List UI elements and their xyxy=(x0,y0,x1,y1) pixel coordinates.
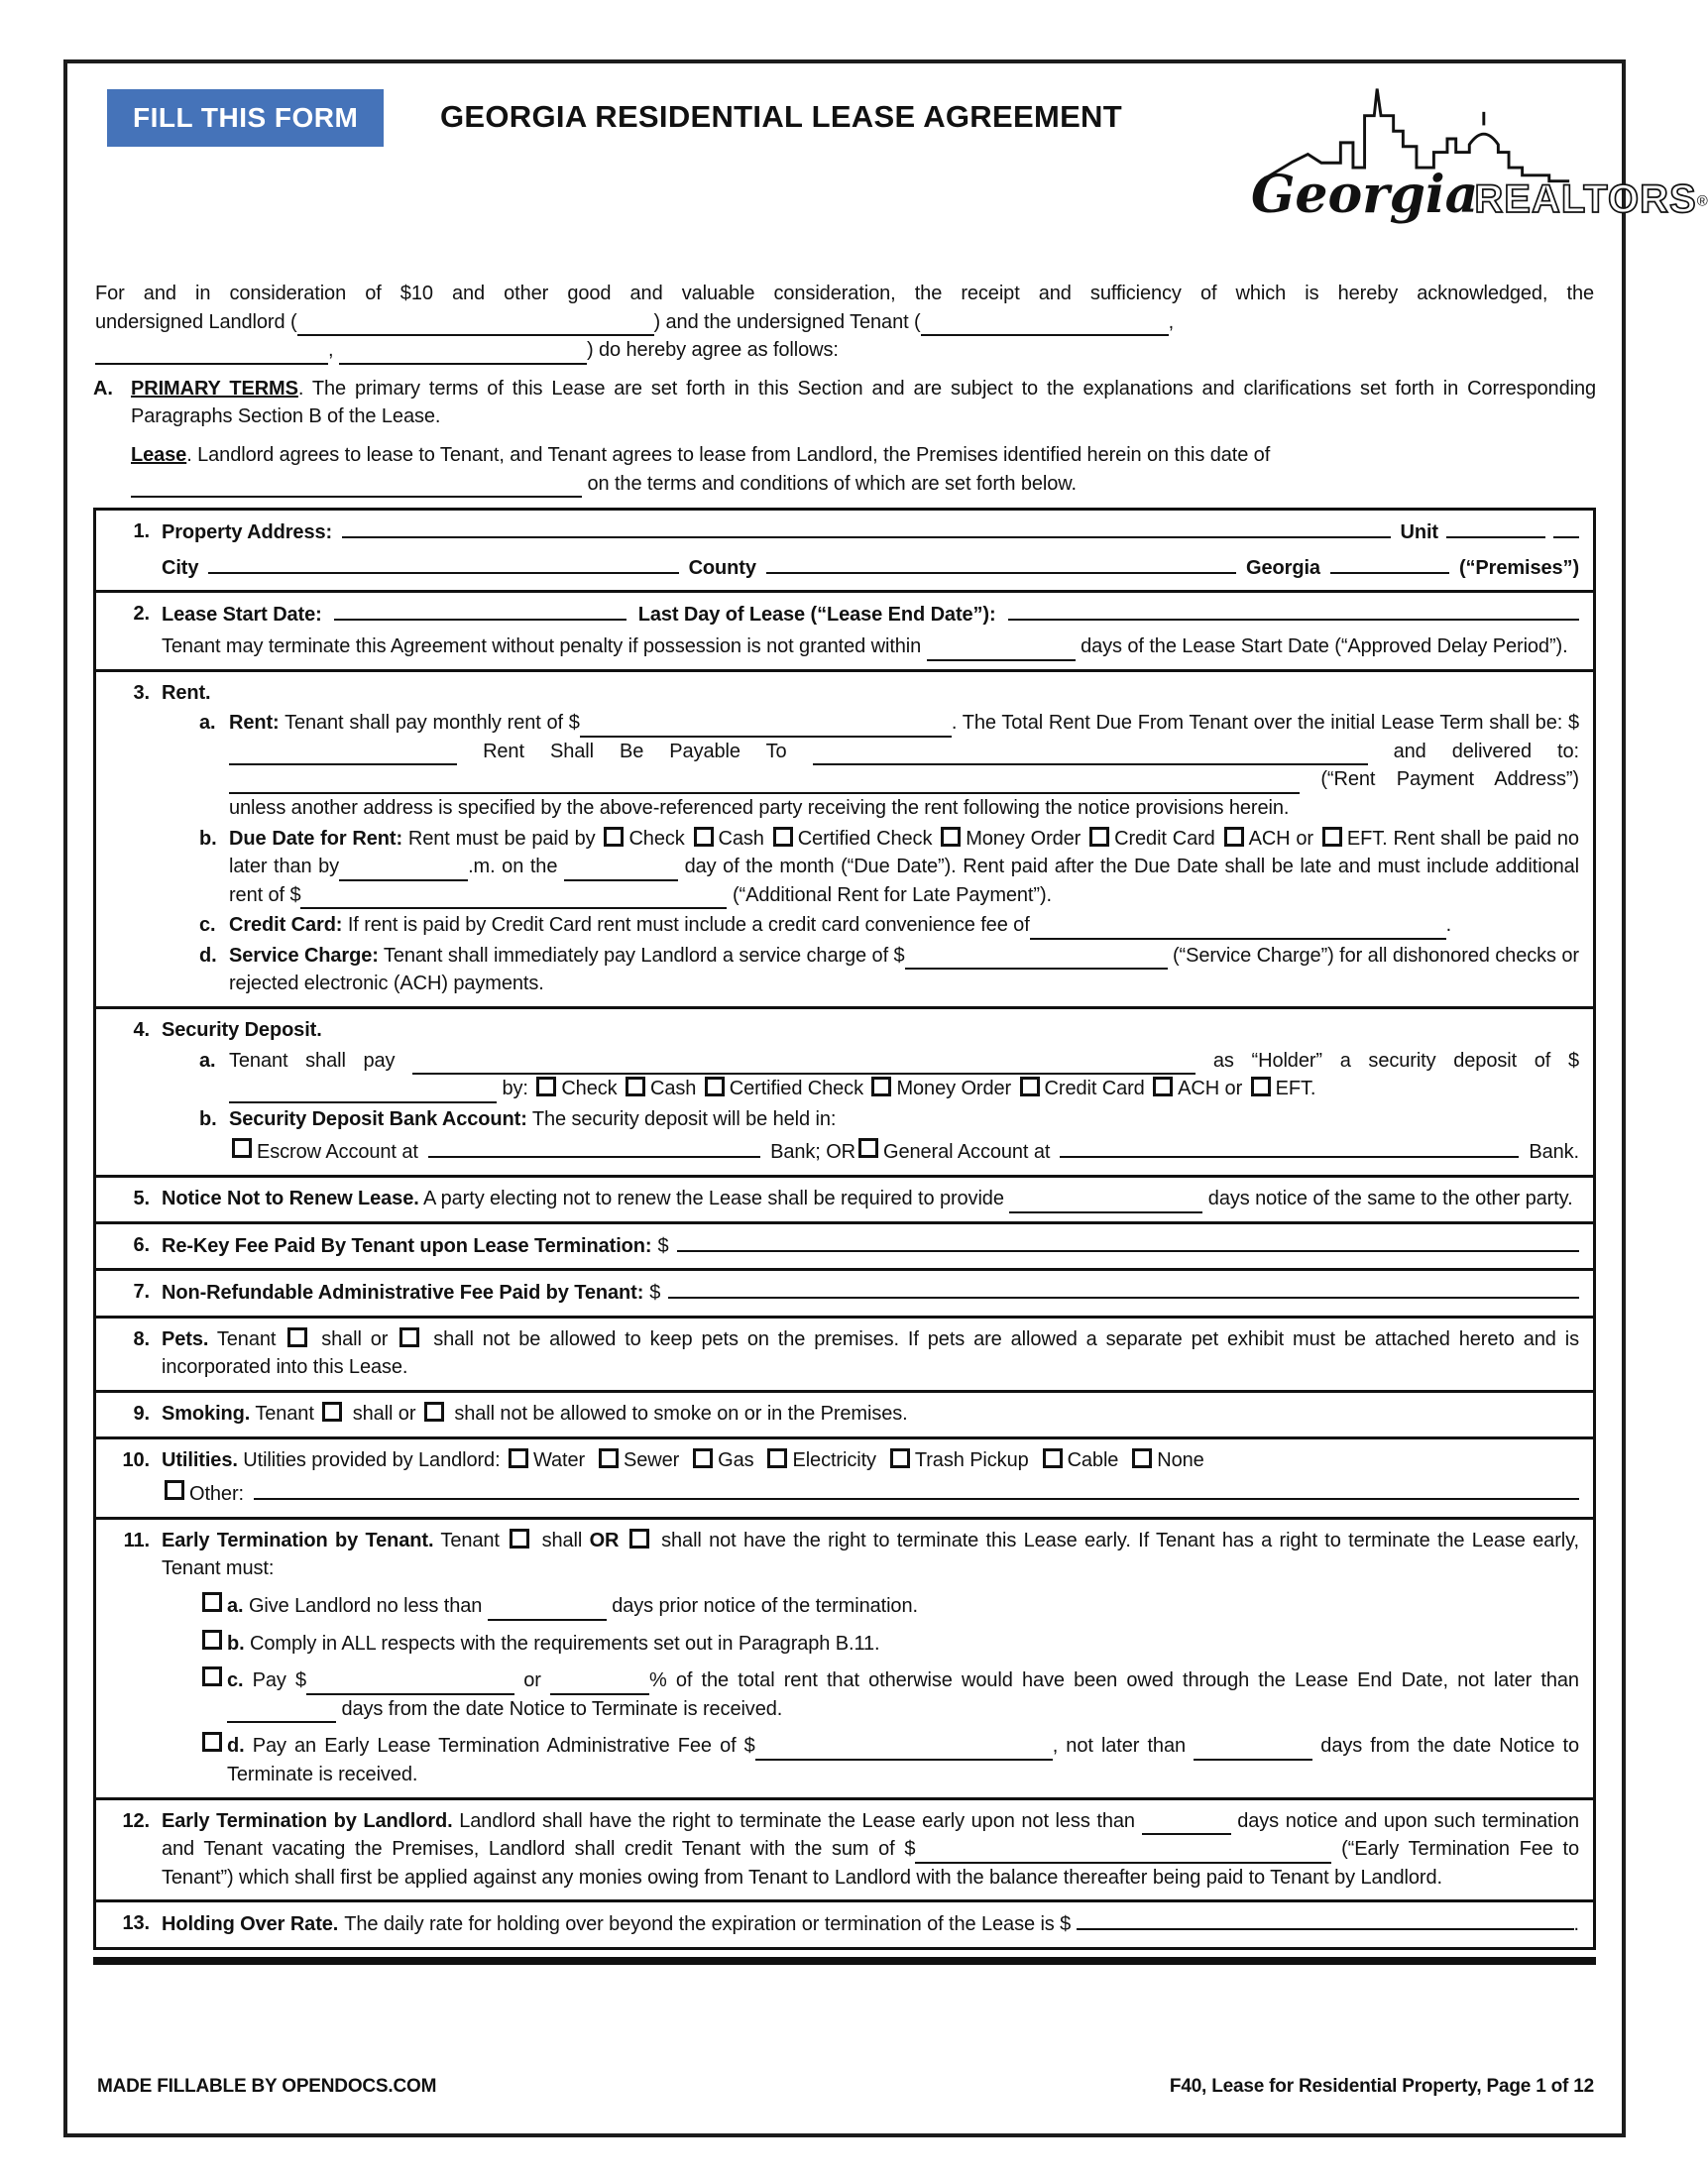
option-gas: Gas xyxy=(718,1448,754,1471)
pay-text: Pay $ xyxy=(252,1669,307,1692)
row-number: 6. xyxy=(133,1233,150,1256)
row-number: 8. xyxy=(133,1327,150,1350)
rent-subitem-c xyxy=(199,911,1579,940)
checkbox-cash[interactable] xyxy=(694,827,714,847)
blank-unit[interactable] xyxy=(1446,517,1545,538)
checkbox-ach[interactable] xyxy=(1153,1077,1173,1096)
days-of-lease-start-text: days of the Lease Start Date xyxy=(1081,634,1329,657)
bank-label: Bank. xyxy=(1529,1141,1579,1164)
primary-terms-table xyxy=(93,508,1596,1950)
checkbox-escrow-account[interactable] xyxy=(232,1138,252,1158)
security-deposit-subitem-b xyxy=(199,1105,1579,1167)
checkbox-sewer[interactable] xyxy=(599,1448,619,1468)
property-address-label: Property Address: xyxy=(162,521,333,544)
intro-landlord-label: undersigned Landlord ( xyxy=(95,310,297,333)
footer-made-fillable-text: MADE FILLABLE BY OPENDOCS.COM xyxy=(97,2076,437,2097)
landlord-terminate-text: Landlord shall have the right to terminate the Lease early upon not less than xyxy=(459,1809,1135,1832)
blank-city[interactable] xyxy=(208,553,678,574)
checkbox-water[interactable] xyxy=(509,1448,528,1468)
total-rent-text: . The Total Rent Due From Tenant over the initial Lease Term shall be: $ xyxy=(951,712,1579,735)
shall-or-text: shall or xyxy=(352,1403,416,1425)
early-termination-tenant-heading: Early Termination by Tenant. xyxy=(162,1529,434,1551)
table-row-early-termination-landlord xyxy=(96,1797,1593,1900)
row-number: 3. xyxy=(133,681,150,704)
subitem-letter: b. xyxy=(227,1632,245,1655)
blank-termination-admin-days[interactable] xyxy=(1194,1740,1312,1761)
document-header xyxy=(93,77,1708,272)
notice-received-text: days from the date Notice to Terminate is received. xyxy=(341,1697,783,1720)
dollar-sign: $ xyxy=(657,1234,669,1257)
checkbox-certified-check[interactable] xyxy=(705,1077,725,1096)
checkbox-termination-d[interactable] xyxy=(202,1732,222,1752)
blank-general-bank[interactable] xyxy=(1060,1137,1519,1158)
holding-over-text: The daily rate for holding over beyond the expiration or termination of the Lease is $ xyxy=(344,1913,1072,1936)
comply-text: Comply in ALL respects with the requirements set out in Paragraph B.11. xyxy=(250,1632,880,1655)
held-in-text: The security deposit will be held in: xyxy=(531,1107,837,1130)
row-number: 1. xyxy=(133,520,150,543)
section-a-letter: A. xyxy=(93,377,113,400)
table-row-lease-dates xyxy=(96,590,1593,668)
checkbox-smoking-shall-not[interactable] xyxy=(424,1402,444,1422)
option-certified-check: Certified Check xyxy=(797,827,933,850)
notice-not-to-renew-heading: Notice Not to Renew Lease. xyxy=(162,1188,419,1210)
blank-prior-notice-days[interactable] xyxy=(488,1600,607,1621)
period: . xyxy=(1573,1913,1579,1936)
option-credit-card: Credit Card xyxy=(1114,827,1215,850)
m-on-the-text: .m. on the xyxy=(468,856,558,878)
period: . xyxy=(1445,914,1452,937)
security-deposit-heading: Security Deposit. xyxy=(162,1019,322,1042)
checkbox-electricity[interactable] xyxy=(767,1448,787,1468)
subitem-letter: b. xyxy=(199,1107,217,1130)
blank-tenant-name-2[interactable] xyxy=(95,344,328,365)
other-label: Other: xyxy=(189,1483,244,1506)
lease-tail-text: on the terms and conditions of which are set forth below. xyxy=(587,472,1077,495)
termination-subitem-c xyxy=(199,1666,1579,1723)
checkbox-pets-shall-not[interactable] xyxy=(399,1327,419,1347)
option-check: Check xyxy=(561,1078,618,1100)
row-number: 7. xyxy=(133,1281,150,1304)
delivered-to-text: and delivered to: xyxy=(1393,740,1579,762)
termination-subitem-a xyxy=(199,1592,1579,1621)
subitem-letter: c. xyxy=(199,914,216,937)
blank-landlord-notice-days[interactable] xyxy=(1142,1814,1231,1835)
checkbox-eft[interactable] xyxy=(1251,1077,1271,1096)
blank-lease-date[interactable] xyxy=(131,477,582,498)
checkbox-terminate-shall[interactable] xyxy=(510,1529,529,1549)
row-number: 11. xyxy=(123,1529,150,1551)
option-electricity: Electricity xyxy=(792,1448,876,1471)
lease-end-date-label: Last Day of Lease (“Lease End Date”): xyxy=(637,604,996,627)
checkbox-check[interactable] xyxy=(604,827,624,847)
blank-delay-days[interactable] xyxy=(927,640,1076,661)
table-bottom-rule xyxy=(93,1957,1596,1965)
intro-line-3 xyxy=(95,336,1594,365)
intro-agree-text: ) do hereby agree as follows: xyxy=(586,339,839,362)
blank-tenant-name-3[interactable] xyxy=(339,344,587,365)
checkbox-pets-shall[interactable] xyxy=(287,1327,307,1347)
checkbox-smoking-shall[interactable] xyxy=(322,1402,342,1422)
row-number: 4. xyxy=(133,1019,150,1042)
section-a xyxy=(93,375,1596,498)
checkbox-general-account[interactable] xyxy=(858,1138,878,1158)
checkbox-cable[interactable] xyxy=(1043,1448,1063,1468)
blank-tenant-name-1[interactable] xyxy=(921,315,1169,336)
utilities-heading: Utilities. xyxy=(162,1448,238,1471)
tenant-text: Tenant xyxy=(255,1403,314,1425)
intro-paragraph xyxy=(95,280,1594,365)
by-label: by: xyxy=(502,1078,528,1100)
or-text: or xyxy=(523,1669,541,1692)
convenience-fee-text: If rent is paid by Credit Card rent must include a credit card convenience fee of xyxy=(347,914,1030,937)
unit-label: Unit xyxy=(1400,521,1438,544)
blank-lease-start-date[interactable] xyxy=(334,600,626,621)
blank-monthly-rent[interactable] xyxy=(580,717,952,738)
blank-termination-days[interactable] xyxy=(227,1702,336,1723)
approved-delay-period-label: (“Approved Delay Period”). xyxy=(1334,634,1568,657)
blank-unit-2[interactable] xyxy=(1553,517,1579,538)
dollar-sign: $ xyxy=(1567,1049,1579,1072)
checkbox-credit-card[interactable] xyxy=(1020,1077,1040,1096)
option-eft: EFT. xyxy=(1346,827,1388,850)
holding-over-heading: Holding Over Rate. xyxy=(162,1913,339,1936)
logo-georgia-text: Georgia xyxy=(1251,165,1479,225)
document-page-border xyxy=(63,59,1708,2137)
shall-text: shall xyxy=(541,1529,583,1551)
general-account-label: General Account at xyxy=(883,1141,1051,1164)
checkbox-terminate-shall-not[interactable] xyxy=(629,1529,649,1549)
option-trash-pickup: Trash Pickup xyxy=(914,1448,1029,1471)
monthly-rent-text: Tenant shall pay monthly rent of $ xyxy=(285,712,580,735)
city-label: City xyxy=(162,556,199,579)
rent-label: Rent: xyxy=(229,712,280,735)
table-row-rekey-fee xyxy=(96,1221,1593,1269)
blank-admin-fee[interactable] xyxy=(668,1278,1579,1299)
subitem-letter: a. xyxy=(227,1594,244,1617)
bank-account-label: Security Deposit Bank Account: xyxy=(229,1107,527,1130)
logo-realtors-text: REALTORS xyxy=(1474,177,1697,221)
early-termination-landlord-heading: Early Termination by Landlord. xyxy=(162,1809,453,1832)
late-payment-label: (“Additional Rent for Late Payment”). xyxy=(732,883,1052,906)
page-footer xyxy=(97,2076,1594,2098)
credit-card-label: Credit Card: xyxy=(229,914,343,937)
primary-terms-text: . The primary terms of this Lease are set forth in this Section and are subject to the explanations and clarifications set forth in Corresponding Paragraphs Section B of the Lease. xyxy=(131,377,1596,428)
blank-convenience-fee[interactable] xyxy=(1030,919,1446,940)
not-later-than-text: , not later than xyxy=(1052,1735,1187,1758)
tenant-shall-pay-text: Tenant shall pay xyxy=(229,1049,396,1072)
lease-text: . Landlord agrees to lease to Tenant, and Tenant agrees to lease from Landlord, the Premises identified herein on this date of xyxy=(186,443,1271,466)
fill-this-form-button[interactable]: FILL THIS FORM xyxy=(107,89,384,147)
subitem-letter: b. xyxy=(199,827,217,850)
early-termination-fee-note: (“Early Termination Fee to Tenant”) which shall first be applied against any monies owing from Tenant to Landlord with the balance thereafter being paid to Tenant by Landlord. xyxy=(162,1838,1579,1889)
subitem-letter: a. xyxy=(199,712,216,735)
tenant-text: Tenant xyxy=(440,1529,500,1551)
admin-fee-text: Pay an Early Lease Termination Administrative Fee of $ xyxy=(252,1735,755,1758)
row-number: 2. xyxy=(133,603,150,626)
option-cable: Cable xyxy=(1067,1448,1119,1471)
checkbox-gas[interactable] xyxy=(693,1448,713,1468)
tenant-text: Tenant xyxy=(216,1327,277,1350)
blank-rent-payment-address[interactable] xyxy=(229,773,1300,794)
tenant-must-text: terminate the Lease early, Tenant must: xyxy=(162,1529,1579,1580)
holder-text: as “Holder” a security deposit of xyxy=(1212,1049,1551,1072)
terminate-right-text: shall not have the right to terminate this Lease early. If Tenant has a right to xyxy=(661,1529,1341,1551)
table-row-early-termination-tenant xyxy=(96,1517,1593,1797)
intro-tenant-label: ) and the undersigned Tenant ( xyxy=(653,310,921,333)
subitem-letter: d. xyxy=(199,944,217,967)
option-sewer: Sewer xyxy=(624,1448,680,1471)
option-cash: Cash xyxy=(718,827,764,850)
prior-notice-tail: days prior notice of the termination. xyxy=(612,1594,918,1617)
table-row-utilities xyxy=(96,1436,1593,1517)
service-charge-label: Service Charge: xyxy=(229,944,379,967)
smoking-text: shall not be allowed to smoke on or in the Premises. xyxy=(454,1403,908,1425)
blank-lease-end-date[interactable] xyxy=(1008,600,1579,621)
option-ach: ACH or xyxy=(1248,827,1313,850)
table-row-smoking xyxy=(96,1390,1593,1436)
paid-by-text: Rent must be paid by xyxy=(407,827,596,850)
table-row-rent xyxy=(96,669,1593,1007)
premises-label: (“Premises”) xyxy=(1458,556,1580,579)
table-row-security-deposit xyxy=(96,1006,1593,1175)
blank-service-charge[interactable] xyxy=(905,949,1168,970)
county-label: County xyxy=(688,556,756,579)
blank-termination-percent[interactable] xyxy=(550,1674,649,1695)
table-row-pets xyxy=(96,1316,1593,1390)
dollar-sign: $ xyxy=(649,1282,661,1305)
primary-terms-paragraph xyxy=(131,375,1596,431)
row-number: 13. xyxy=(122,1912,150,1935)
blank-zip[interactable] xyxy=(1330,553,1449,574)
table-row-property-address xyxy=(96,511,1593,590)
georgia-label: Georgia xyxy=(1246,556,1320,579)
smoking-heading: Smoking. xyxy=(162,1403,251,1425)
option-none: None xyxy=(1157,1448,1204,1471)
notice-text: A party electing not to renew the Lease shall be required to provide xyxy=(423,1188,1004,1210)
row-number: 12. xyxy=(122,1809,150,1832)
row-number: 10. xyxy=(122,1448,150,1471)
blank-other-utilities[interactable] xyxy=(254,1479,1579,1500)
option-credit-card: Credit Card xyxy=(1044,1078,1145,1100)
blank-escrow-bank[interactable] xyxy=(428,1137,760,1158)
service-charge-text: Tenant shall immediately pay Landlord a service charge of $ xyxy=(383,944,905,967)
option-certified-check: Certified Check xyxy=(729,1078,863,1100)
blank-county[interactable] xyxy=(766,553,1236,574)
option-eft: EFT. xyxy=(1275,1078,1316,1100)
comma: , xyxy=(1168,310,1175,333)
rekey-fee-heading: Re-Key Fee Paid By Tenant upon Lease Termination: xyxy=(162,1234,652,1257)
checkbox-ach[interactable] xyxy=(1224,827,1244,847)
utilities-text: Utilities provided by Landlord: xyxy=(243,1448,501,1471)
blank-holding-over-rate[interactable] xyxy=(1077,1909,1573,1930)
blank-due-day[interactable] xyxy=(564,861,678,881)
subitem-letter: d. xyxy=(227,1735,245,1758)
blank-termination-amount[interactable] xyxy=(306,1674,514,1695)
checkbox-money-order[interactable] xyxy=(941,827,961,847)
rent-subitem-b xyxy=(199,825,1579,910)
due-date-label: Due Date for Rent: xyxy=(229,827,403,850)
georgia-realtors-logo xyxy=(1251,79,1708,225)
notice-tail-text: days notice of the same to the other party. xyxy=(1207,1188,1573,1210)
lease-start-date-label: Lease Start Date: xyxy=(162,604,322,627)
checkbox-money-order[interactable] xyxy=(871,1077,891,1096)
checkbox-termination-c[interactable] xyxy=(202,1666,222,1686)
blank-landlord-name[interactable] xyxy=(297,315,654,336)
footer-form-reference-text: F40, Lease for Residential Property, Page 1 of 12 xyxy=(1169,2076,1594,2097)
page-title: GEORGIA RESIDENTIAL LEASE AGREEMENT xyxy=(440,99,1122,134)
table-row-holding-over xyxy=(96,1899,1593,1947)
option-water: Water xyxy=(533,1448,586,1471)
table-row-notice-not-to-renew xyxy=(96,1175,1593,1221)
blank-rent-time[interactable] xyxy=(339,861,468,881)
option-ach: ACH or xyxy=(1178,1078,1243,1100)
delay-period-text xyxy=(162,632,1579,661)
blank-property-address[interactable] xyxy=(342,517,1390,538)
or-text: OR xyxy=(589,1529,620,1551)
option-money-order: Money Order xyxy=(966,827,1082,850)
checkbox-credit-card[interactable] xyxy=(1089,827,1109,847)
shall-or-text: shall or xyxy=(321,1327,389,1350)
option-money-order: Money Order xyxy=(896,1078,1012,1100)
rent-heading: Rent. xyxy=(162,681,211,704)
comma: , xyxy=(328,339,334,362)
dishonored-checks-text: (“Service Charge”) for all dishonored checks or rejected electronic (ACH) payments. xyxy=(229,944,1579,995)
intro-line-2 xyxy=(95,308,1594,337)
blank-early-termination-fee[interactable] xyxy=(915,1843,1331,1864)
termination-subitem-d xyxy=(199,1732,1579,1788)
security-deposit-subitem-a xyxy=(199,1047,1579,1103)
no-later-than-text: Rent shall be paid no later than by xyxy=(229,827,1579,878)
rent-payment-address-note: (“Rent Payment Address”) unless another address is specified by the above-referenced party receiving the rent following the notice provisions herein. xyxy=(229,768,1579,819)
blank-deposit-amount[interactable] xyxy=(229,1083,497,1103)
checkbox-termination-a[interactable] xyxy=(202,1592,222,1612)
option-check: Check xyxy=(628,827,685,850)
rent-subitem-a xyxy=(199,709,1579,822)
blank-rekey-fee[interactable] xyxy=(677,1231,1580,1252)
option-cash: Cash xyxy=(650,1078,697,1100)
blank-payable-to[interactable] xyxy=(813,745,1368,765)
admin-fee-heading: Non-Refundable Administrative Fee Paid by Tenant: xyxy=(162,1282,644,1305)
checkbox-trash-pickup[interactable] xyxy=(890,1448,910,1468)
blank-holder-name[interactable] xyxy=(412,1054,1196,1075)
row-number: 9. xyxy=(133,1403,150,1425)
subitem-letter: c. xyxy=(227,1669,244,1692)
payable-to-text: Rent Shall Be Payable To xyxy=(483,740,787,762)
checkbox-termination-b[interactable] xyxy=(202,1630,222,1650)
table-row-admin-fee xyxy=(96,1268,1593,1316)
rent-subitem-d xyxy=(199,942,1579,998)
possession-text: Tenant may terminate this Agreement without penalty if possession is not granted within xyxy=(162,634,922,657)
primary-terms-heading: PRIMARY TERMS xyxy=(131,377,298,400)
checkbox-none[interactable] xyxy=(1132,1448,1152,1468)
checkbox-cash[interactable] xyxy=(626,1077,645,1096)
blank-termination-admin-fee[interactable] xyxy=(755,1740,1053,1761)
due-date-text: day of the month (“Due Date”). Rent paid after the Due Date shall be late and must include additional rent of $ xyxy=(229,856,1579,906)
prior-notice-text: Give Landlord no less than xyxy=(248,1594,483,1617)
blank-late-rent[interactable] xyxy=(300,888,727,909)
blank-total-rent[interactable] xyxy=(229,745,457,765)
credit-tenant-text: days notice and upon such termination and Tenant vacating the Premises, Landlord shall credit Tenant with the sum of $ xyxy=(162,1809,1579,1861)
checkbox-check[interactable] xyxy=(536,1077,556,1096)
checkbox-eft[interactable] xyxy=(1322,827,1342,847)
bank-or-label: Bank; OR xyxy=(770,1141,856,1164)
termination-subitem-b xyxy=(199,1630,1579,1659)
escrow-account-label: Escrow Account at xyxy=(257,1141,418,1164)
row-number: 5. xyxy=(133,1188,150,1210)
checkbox-certified-check[interactable] xyxy=(773,827,793,847)
blank-notice-days[interactable] xyxy=(1009,1193,1202,1213)
subitem-letter: a. xyxy=(199,1049,216,1072)
percent-rent-text: % of the total rent that otherwise would have been owed through the Lease End Date, not later than xyxy=(649,1669,1579,1692)
pets-heading: Pets. xyxy=(162,1327,209,1350)
lease-heading: Lease xyxy=(131,443,187,466)
checkbox-other[interactable] xyxy=(165,1480,184,1500)
notice-received-text: days from the date Notice to Terminate is received. xyxy=(227,1735,1579,1785)
lease-paragraph xyxy=(93,441,1596,498)
pets-text: shall not be allowed to keep pets on the premises. If pets are allowed a separate pet exhibit must be attached hereto and is incorporated into this Lease. xyxy=(162,1327,1579,1379)
intro-line-1: For and in consideration of $10 and other good and valuable consideration, the receipt and sufficiency of which is hereby acknowledged, the xyxy=(95,283,1594,304)
registered-mark: ® xyxy=(1696,192,1708,210)
